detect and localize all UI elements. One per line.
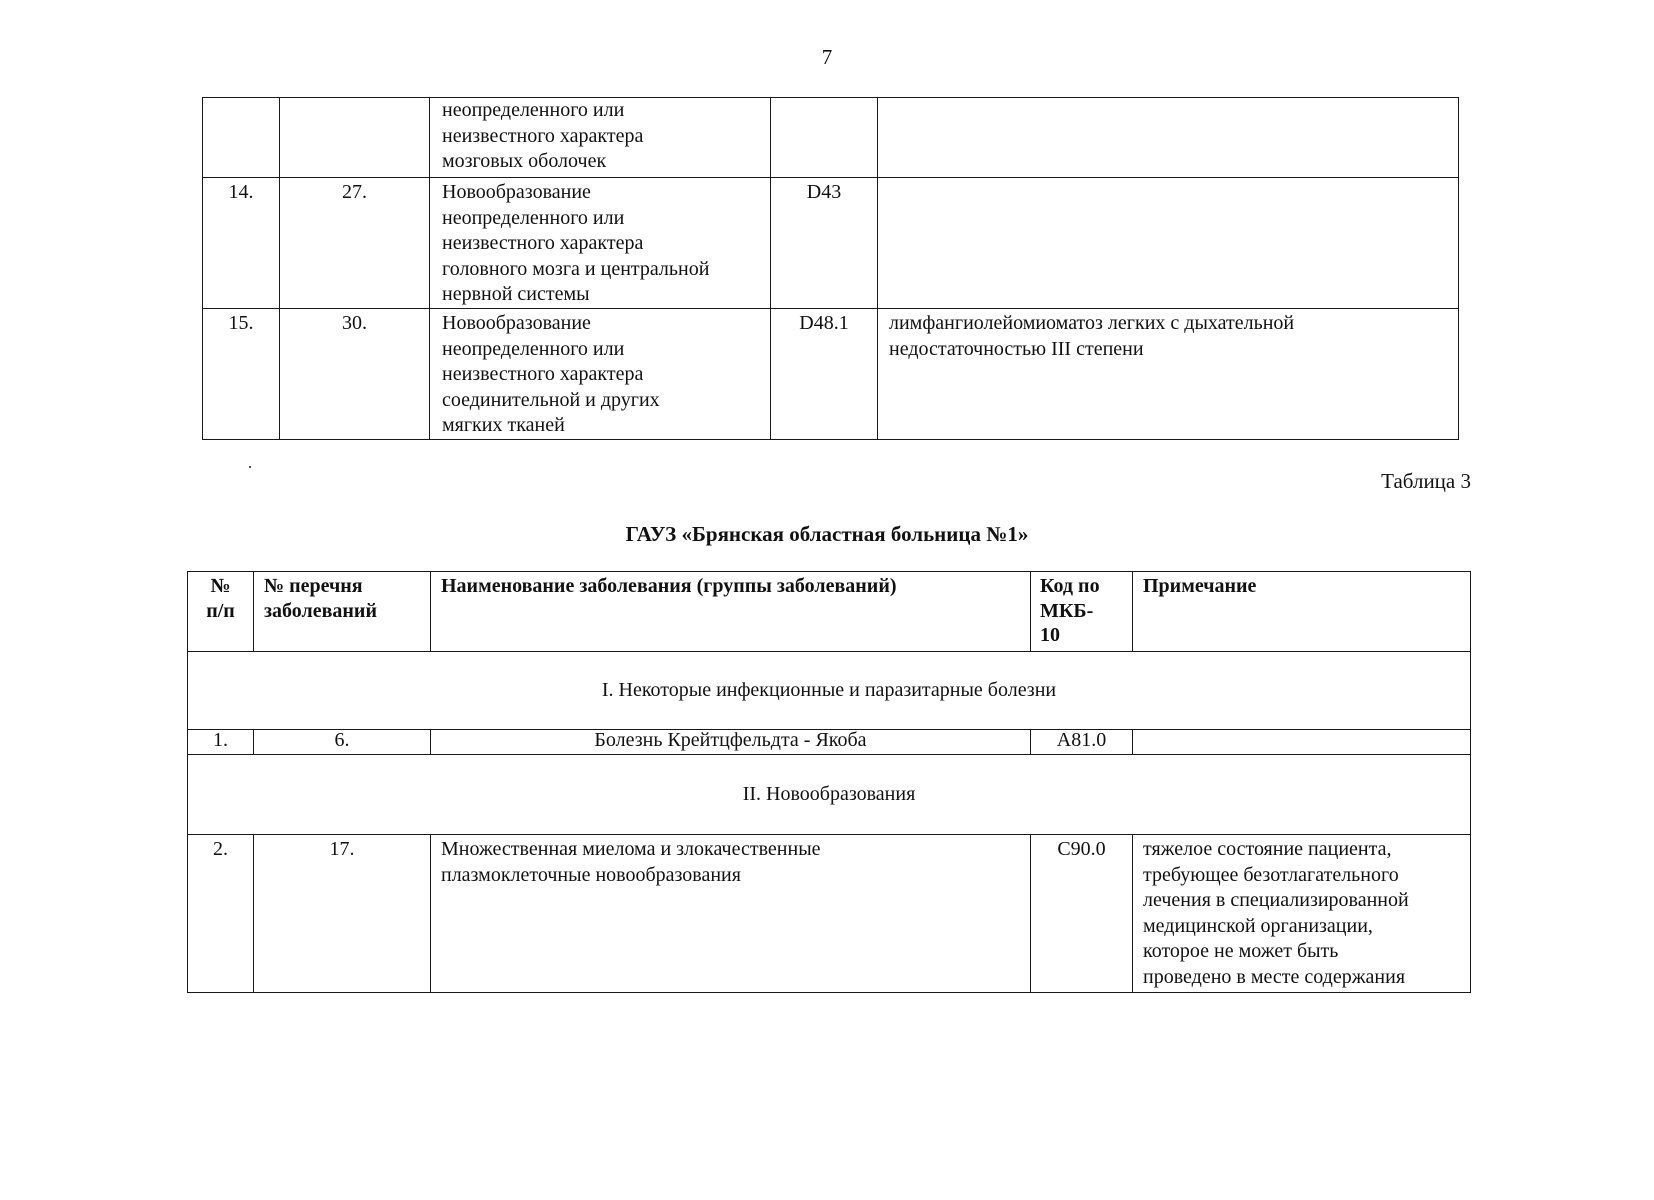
icd-code-cell: D48.1	[771, 309, 878, 440]
organization-title: ГАУЗ «Брянская областная больница №1»	[625, 522, 1029, 546]
note-cell	[878, 98, 1459, 178]
table-header-row	[188, 572, 1471, 652]
row-number-cell: 2.	[188, 835, 254, 993]
page-number: 7	[821, 45, 833, 69]
table-row	[188, 730, 1471, 755]
note-cell	[1133, 730, 1471, 755]
icd-code-cell	[771, 98, 878, 178]
header-list-number: № перечня заболеваний	[254, 572, 431, 652]
header-icd-code: Код по МКБ- 10	[1031, 572, 1133, 652]
list-number-cell	[280, 98, 430, 178]
disease-name-cell: Множественная миелома и злокачественные плазмоклеточные новообразования	[431, 835, 1031, 993]
table-label: Таблица 3	[1381, 469, 1471, 493]
header-disease-name: Наименование заболевания (группы заболеваний)	[431, 572, 1031, 652]
section-title: II. Новообразования	[188, 755, 1471, 835]
section-row	[188, 755, 1471, 835]
disease-name-cell: Новообразование неопределенного или неизвестного характера соединительной и других мягких тканей	[430, 309, 771, 440]
note-cell	[878, 178, 1459, 309]
section-row	[188, 652, 1471, 730]
table-row	[203, 98, 1459, 178]
list-number-cell: 17.	[254, 835, 431, 993]
list-number-cell: 27.	[280, 178, 430, 309]
hospital-disease-table	[187, 571, 1471, 993]
table-row	[188, 835, 1471, 993]
section-title: I. Некоторые инфекционные и паразитарные болезни	[188, 652, 1471, 730]
list-number-cell: 6.	[254, 730, 431, 755]
continued-disease-table	[202, 97, 1459, 440]
table-row	[203, 178, 1459, 309]
icd-code-cell: D43	[771, 178, 878, 309]
list-number-cell: 30.	[280, 309, 430, 440]
row-number-cell: 15.	[203, 309, 280, 440]
disease-name-cell: неопределенного или неизвестного характера мозговых оболочек	[430, 98, 771, 178]
row-number-cell: 14.	[203, 178, 280, 309]
row-number-cell: 1.	[188, 730, 254, 755]
row-number-cell	[203, 98, 280, 178]
icd-code-cell: А81.0	[1031, 730, 1133, 755]
disease-name-cell: Новообразование неопределенного или неизвестного характера головного мозга и центральной нервной системы	[430, 178, 771, 309]
header-note: Примечание	[1133, 572, 1471, 652]
icd-code-cell: С90.0	[1031, 835, 1133, 993]
table-row	[203, 309, 1459, 440]
note-cell: тяжелое состояние пациента, требующее безотлагательного лечения в специализированной медицинской организации, которое не может быть проведено в месте содержания	[1133, 835, 1471, 993]
disease-name-cell: Болезнь Крейтцфельдта - Якоба	[431, 730, 1031, 755]
scan-speck	[249, 466, 251, 468]
note-cell: лимфангиолейомиоматоз легких с дыхательной недостаточностью III степени	[878, 309, 1459, 440]
header-row-number: № п/п	[188, 572, 254, 652]
